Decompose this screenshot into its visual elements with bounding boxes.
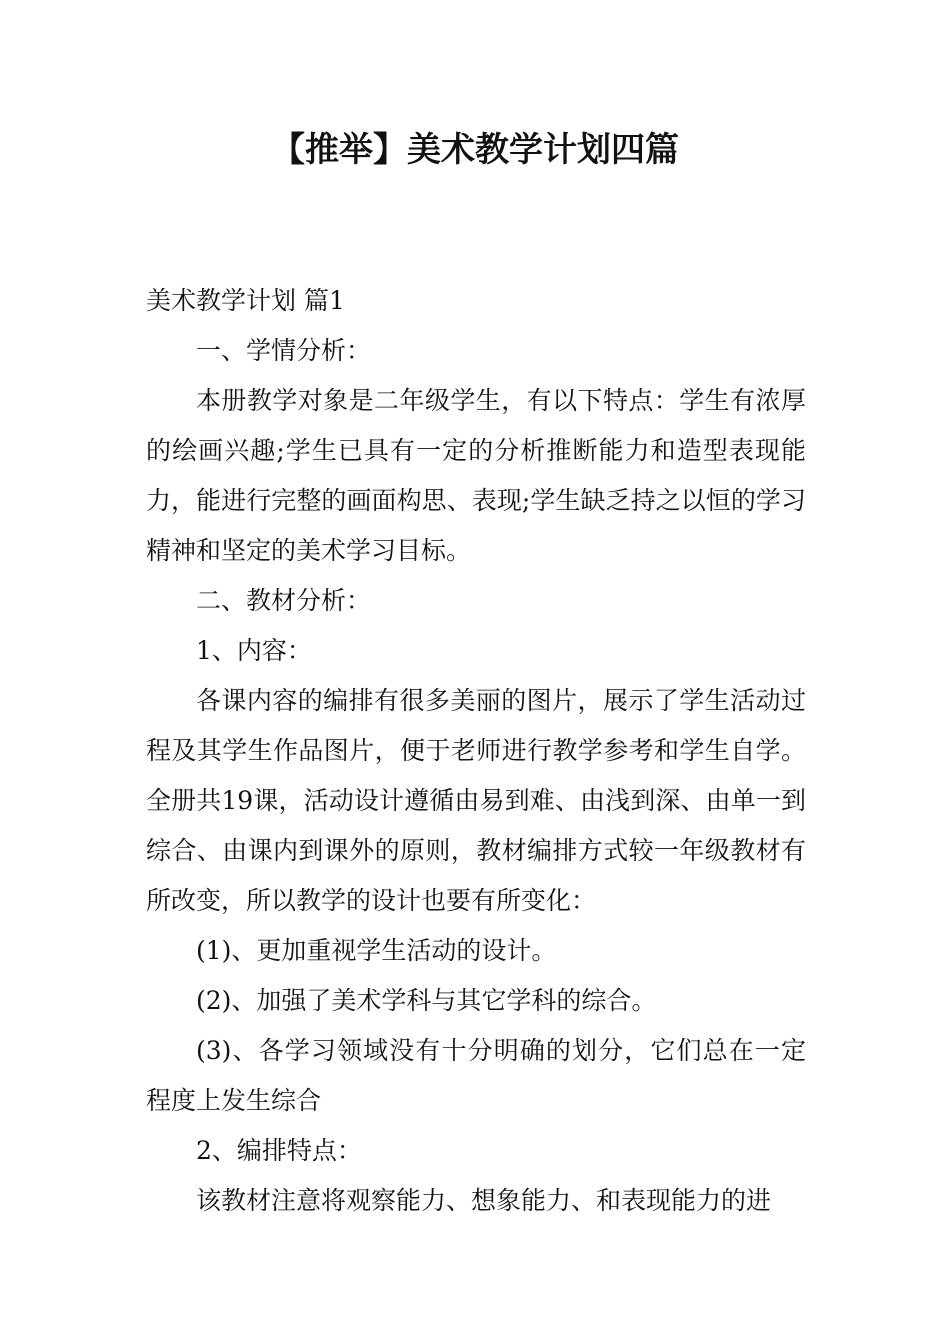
- subheading-arrangement: 2、编排特点：: [196, 1136, 362, 1165]
- section-heading: 美术教学计划 篇1: [146, 286, 345, 315]
- subheading-learning-analysis: 一、学情分析：: [196, 336, 372, 365]
- list-item-3: (3)、各学习领域没有十分明确的划分，它们总在一定程度上发生综合: [146, 1036, 806, 1115]
- paragraph-student-characteristics: 本册教学对象是二年级学生，有以下特点：学生有浓厚的绘画兴趣;学生已具有一定的分析推断能力和造型表现能力，能进行完整的画面构思、表现;学生缺乏持之以恒的学习精神和坚定的美术学习目标。: [146, 386, 806, 565]
- subheading-content: 1、内容：: [196, 636, 312, 665]
- paragraph-arrangement: 该教材注意将观察能力、想象能力、和表现能力的进: [196, 1186, 772, 1215]
- document-body: [146, 276, 806, 1226]
- list-item-2: (2)、加强了美术学科与其它学科的综合。: [196, 986, 657, 1015]
- document-title: 【推举】美术教学计划四篇: [271, 130, 679, 170]
- paragraph-content-description: 各课内容的编排有很多美丽的图片，展示了学生活动过程及其学生作品图片，便于老师进行教学参考和学生自学。全册共19课，活动设计遵循由易到难、由浅到深、由单一到综合、由课内到课外的原则，教材编排方式较一年级教材有所改变，所以教学的设计也要有所变化：: [146, 686, 806, 915]
- list-item-1: (1)、更加重视学生活动的设计。: [196, 936, 557, 965]
- subheading-textbook-analysis: 二、教材分析：: [196, 586, 372, 615]
